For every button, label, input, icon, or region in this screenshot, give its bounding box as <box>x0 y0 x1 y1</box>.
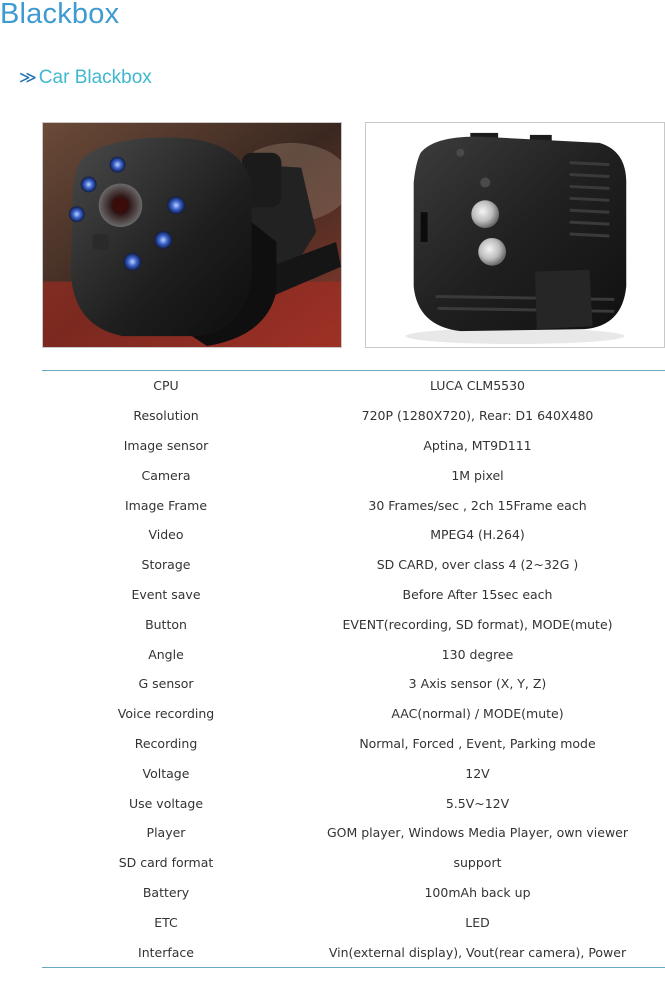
spec-label: Angle <box>148 646 184 662</box>
spec-row <box>42 371 665 401</box>
spec-value: Vin(external display), Vout(rear camera), Power <box>328 944 627 960</box>
spec-label: G sensor <box>138 676 194 692</box>
section-title: Car Blackbox <box>38 67 152 88</box>
spec-value: SD CARD, over class 4 (2~32G ) <box>376 557 579 573</box>
spec-value: EVENT(recording, SD format), MODE(mute) <box>342 616 613 632</box>
spec-label: Use voltage <box>128 795 204 811</box>
spec-row <box>42 669 665 699</box>
spec-row <box>42 699 665 729</box>
spec-row <box>42 907 665 937</box>
spec-label: Button <box>145 616 187 632</box>
spec-row <box>42 758 665 788</box>
spec-label: ETC <box>154 914 178 930</box>
spec-row <box>42 878 665 908</box>
page-title: Blackbox <box>0 0 120 30</box>
spec-value: 130 degree <box>441 646 514 662</box>
spec-value: 12V <box>465 765 490 781</box>
back-view-photo <box>365 122 665 348</box>
front-view-photo <box>42 122 342 348</box>
spec-row <box>42 848 665 878</box>
spec-value: 5.5V~12V <box>445 795 510 811</box>
spec-row <box>42 639 665 669</box>
spec-value: 3 Axis sensor (X, Y, Z) <box>408 676 547 692</box>
spec-value: GOM player, Windows Media Player, own viewer <box>326 825 629 841</box>
spec-label: Storage <box>141 557 191 573</box>
spec-row <box>42 401 665 431</box>
spec-label: Camera <box>141 467 191 483</box>
spec-label: Image sensor <box>123 437 209 453</box>
spec-label: Player <box>146 825 186 841</box>
spec-row <box>42 431 665 461</box>
spec-label: SD card format <box>118 855 214 871</box>
double-chevron-icon: ≫ <box>19 68 35 87</box>
spec-value: AAC(normal) / MODE(mute) <box>391 706 564 722</box>
spec-label: Interface <box>138 944 194 960</box>
spec-row <box>42 580 665 610</box>
spec-value: 1M pixel <box>451 467 504 483</box>
spec-label: Voice recording <box>117 706 215 722</box>
spec-value: LED <box>465 914 490 930</box>
spec-label: Video <box>148 527 184 543</box>
spec-value: LUCA CLM5530 <box>429 378 526 394</box>
spec-label: Image Frame <box>124 497 208 513</box>
spec-value: support <box>453 855 502 871</box>
spec-value: 720P (1280X720), Rear: D1 640X480 <box>361 408 594 424</box>
spec-value: MPEG4 (H.264) <box>430 527 525 543</box>
spec-value: Before After 15sec each <box>402 586 553 602</box>
spec-label: Voltage <box>142 765 190 781</box>
spec-row <box>42 937 665 967</box>
section-heading <box>19 67 152 89</box>
spec-row <box>42 609 665 639</box>
spec-value: 30 Frames/sec , 2ch 15Frame each <box>368 497 587 513</box>
spec-value: 100mAh back up <box>424 884 531 900</box>
spec-label: Battery <box>142 884 190 900</box>
spec-value: Aptina, MT9D111 <box>423 437 532 453</box>
spec-label: Event save <box>131 586 201 602</box>
spec-row <box>42 818 665 848</box>
spec-row <box>42 490 665 520</box>
spec-row <box>42 460 665 490</box>
spec-table <box>42 370 665 968</box>
spec-label: Recording <box>134 735 198 751</box>
spec-row <box>42 788 665 818</box>
spec-row <box>42 729 665 759</box>
spec-row <box>42 520 665 550</box>
spec-value: Normal, Forced , Event, Parking mode <box>359 735 596 751</box>
spec-row <box>42 550 665 580</box>
spec-label: Resolution <box>133 408 199 424</box>
spec-label: CPU <box>153 378 179 394</box>
